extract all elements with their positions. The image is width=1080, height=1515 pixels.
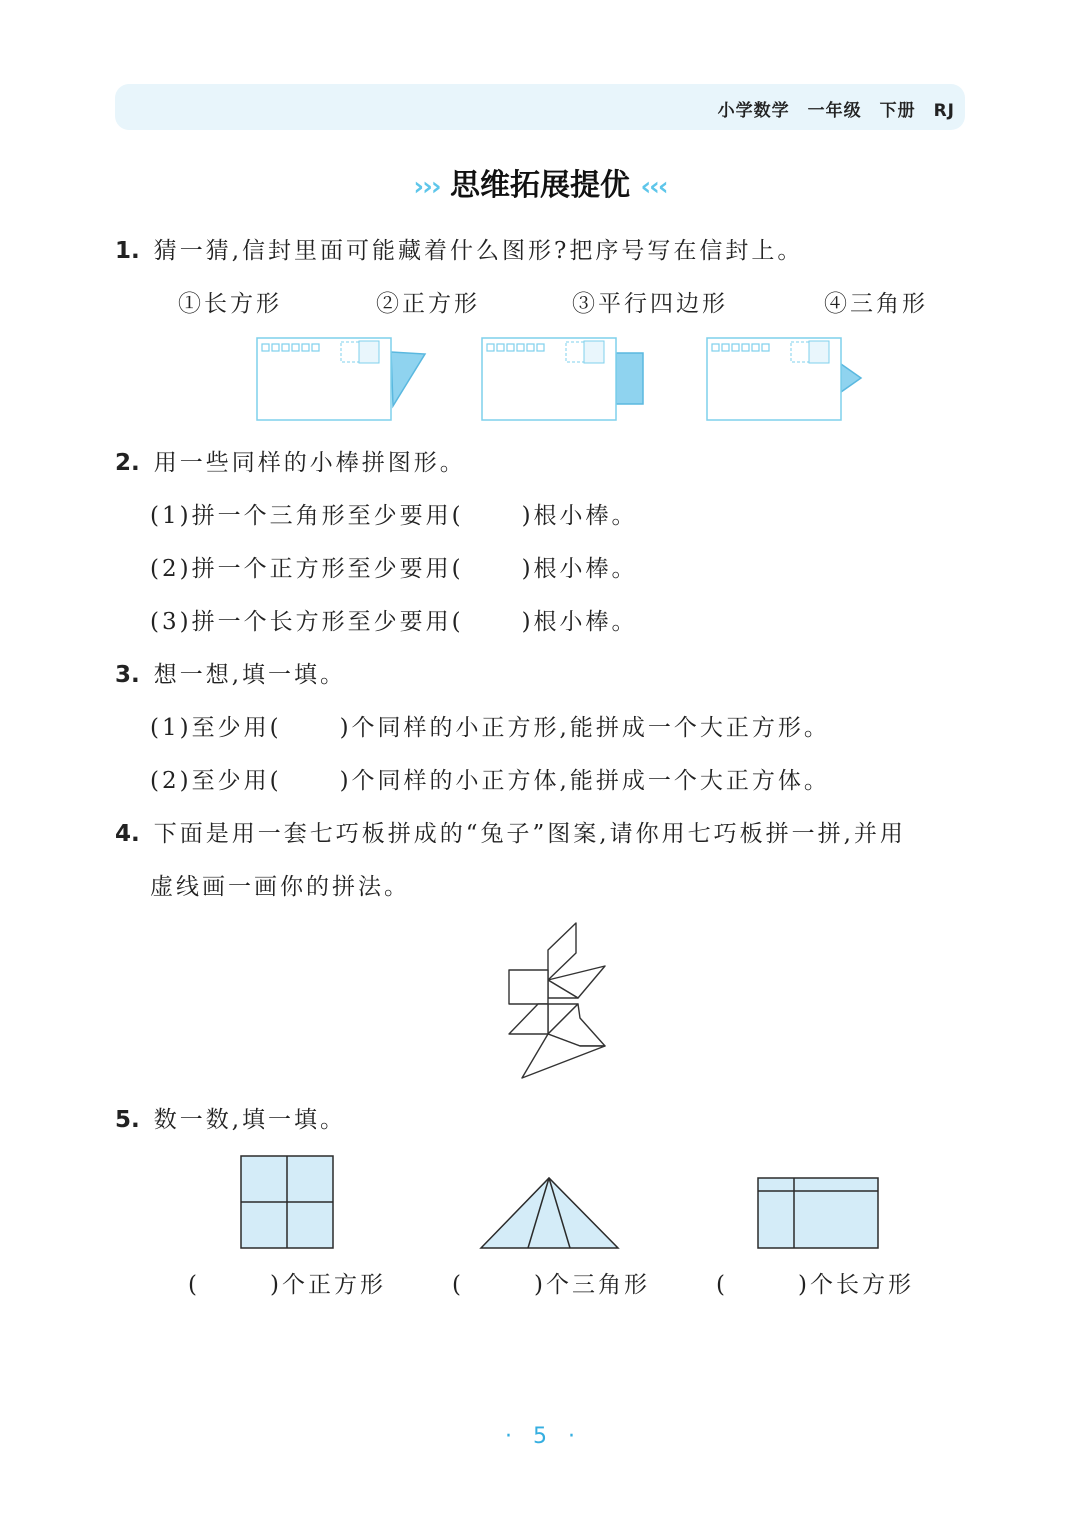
header-subject: 小学数学 [717, 101, 790, 121]
option-2: ②正方形 [376, 291, 480, 317]
answer-label: )个三角形 [533, 1272, 650, 1298]
option-3: ③平行四边形 [572, 291, 728, 317]
envelope-3 [705, 336, 885, 426]
question-1 [115, 232, 803, 265]
envelope-1 [255, 336, 435, 426]
answer-label: )个长方形 [797, 1272, 914, 1298]
answer-label: )个正方形 [269, 1272, 386, 1298]
answer-squares [188, 1266, 386, 1299]
part-suffix: )根小棒。 [521, 556, 638, 582]
part-suffix: )个同样的小正方体,能拼成一个大正方体。 [339, 768, 830, 794]
stamp-icon [359, 341, 379, 363]
part-suffix: )根小棒。 [521, 503, 638, 529]
question-text-line1: 下面是用一套七巧板拼成的“兔子”图案,请你用七巧板拼一拼,并用 [153, 821, 906, 847]
dot-icon: · [505, 1424, 512, 1449]
answer-triangles [452, 1266, 650, 1299]
tangram-chest-parallelogram [509, 1004, 548, 1034]
figure-rectangles [757, 1177, 879, 1250]
chevron-right-icon: ››› [413, 172, 440, 202]
chevron-left-icon: ‹‹‹ [640, 172, 667, 202]
question-3 [115, 656, 346, 689]
option-1: ①长方形 [178, 291, 282, 317]
hidden-shape-tip [616, 353, 643, 404]
tangram-head-square [509, 970, 548, 1004]
question-4-line2: 虚线画一画你的拼法。 [150, 874, 410, 900]
paren-open: ( [188, 1272, 200, 1298]
answer-rectangles [716, 1266, 914, 1299]
big-triangle [481, 1178, 618, 1248]
stamp-icon [584, 341, 604, 363]
question-number: 1. [115, 238, 140, 264]
figure-squares [240, 1155, 334, 1249]
part-prefix: (1)拼一个三角形至少要用( [150, 503, 464, 529]
hidden-shape-tip [391, 352, 425, 406]
part-prefix: (3)拼一个长方形至少要用( [150, 609, 464, 635]
option-4: ④三角形 [824, 291, 928, 317]
section-title-text: 思维拓展提优 [450, 168, 630, 203]
part-prefix: (2)拼一个正方形至少要用( [150, 556, 464, 582]
tangram-rabbit-figure [500, 918, 615, 1083]
question-4 [115, 815, 906, 848]
q2-part-3 [150, 603, 638, 636]
question-number: 4. [115, 821, 140, 847]
q2-part-2 [150, 550, 638, 583]
q2-part-1 [150, 497, 638, 530]
question-2 [115, 444, 466, 477]
header-grade: 一年级 [807, 101, 862, 121]
question-text: 用一些同样的小棒拼图形。 [153, 450, 466, 476]
part-prefix: (2)至少用( [150, 768, 282, 794]
part-suffix: )个同样的小正方形,能拼成一个大正方形。 [339, 715, 830, 741]
part-suffix: )根小棒。 [521, 609, 638, 635]
question-number: 2. [115, 450, 140, 476]
header-edition: RJ [933, 101, 955, 121]
header-volume: 下册 [879, 101, 916, 121]
figure-triangles [480, 1177, 620, 1250]
question-text: 猜一猜,信封里面可能藏着什么图形?把序号写在信封上。 [153, 238, 804, 264]
part-prefix: (1)至少用( [150, 715, 282, 741]
question-number: 5. [115, 1107, 140, 1133]
question-number: 3. [115, 662, 140, 688]
stamp-icon [809, 341, 829, 363]
q3-part-1 [150, 709, 830, 742]
page-number [0, 1424, 1080, 1449]
envelope-2 [480, 336, 660, 426]
paren-open: ( [716, 1272, 728, 1298]
q3-part-2 [150, 762, 830, 795]
question-text: 想一想,填一填。 [153, 662, 347, 688]
section-title [0, 160, 1080, 204]
hidden-shape-tip [841, 364, 861, 392]
tangram-ear-parallelogram [548, 923, 576, 980]
big-rectangle [758, 1178, 878, 1248]
page-number-value: 5 [533, 1424, 547, 1449]
question-text: 数一数,填一填。 [153, 1107, 347, 1133]
header-bar [115, 84, 965, 130]
paren-open: ( [452, 1272, 464, 1298]
header-info [700, 96, 955, 121]
question-5 [115, 1101, 346, 1134]
dot-icon: · [568, 1424, 575, 1449]
